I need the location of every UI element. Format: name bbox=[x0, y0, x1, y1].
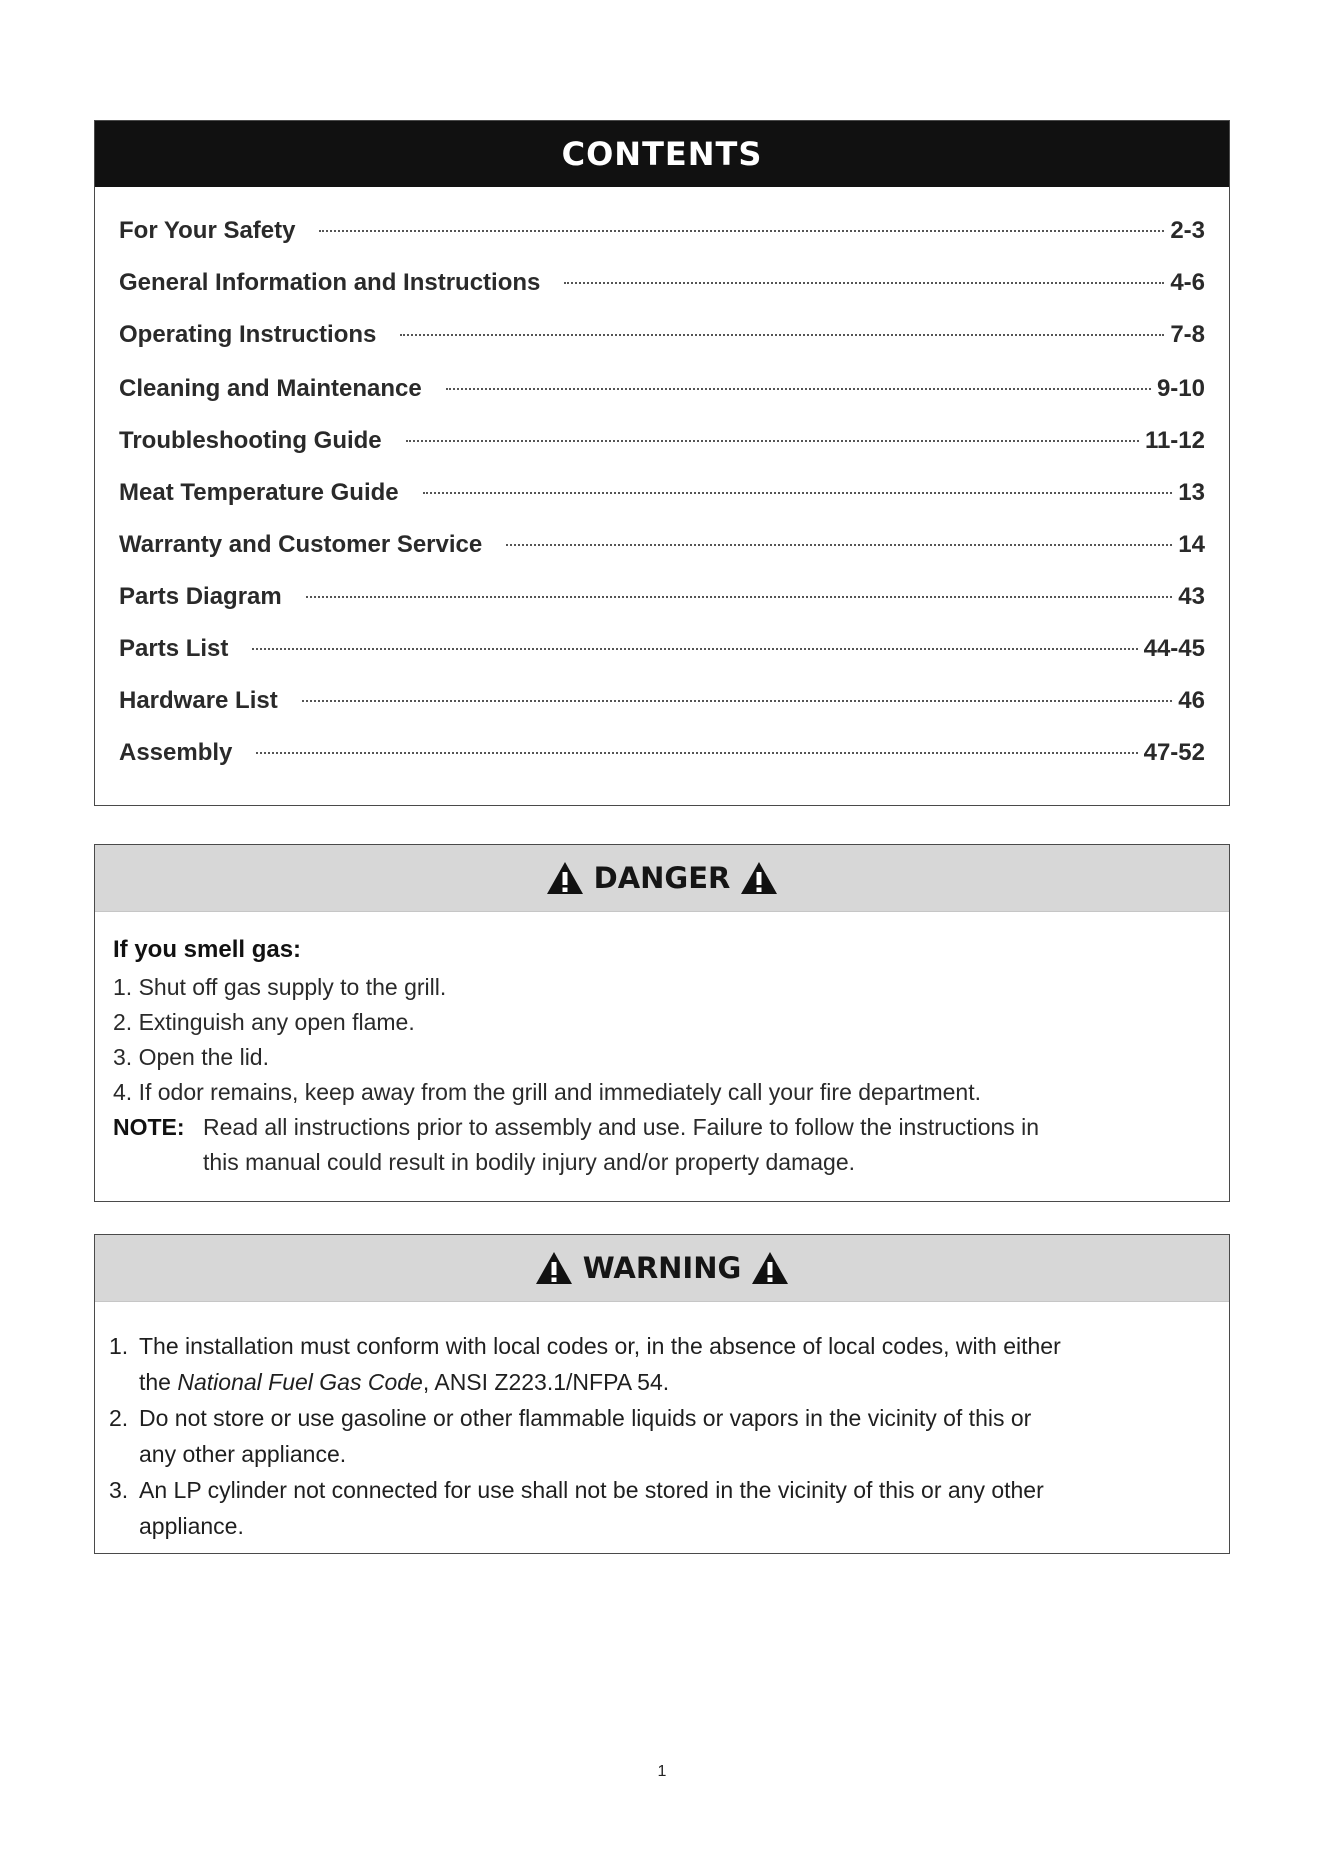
toc-entry-pages: 11-12 bbox=[1144, 427, 1205, 454]
danger-steps bbox=[113, 970, 1209, 1110]
dot-leader bbox=[446, 388, 1151, 390]
warning-item-number: 3. bbox=[109, 1477, 129, 1503]
code-name-italic: National Fuel Gas Code bbox=[177, 1369, 423, 1395]
note-label: NOTE: bbox=[113, 1114, 185, 1140]
danger-heading: If you smell gas: bbox=[113, 936, 302, 963]
warning-item-line-prefix: the bbox=[139, 1369, 178, 1395]
contents-box bbox=[94, 120, 1230, 806]
toc-entry bbox=[119, 321, 1205, 357]
contents-header bbox=[95, 121, 1229, 187]
warning-item-text bbox=[139, 1472, 1215, 1544]
dot-leader bbox=[252, 648, 1137, 650]
dot-leader bbox=[319, 230, 1164, 232]
warning-item-number: 2. bbox=[109, 1405, 129, 1431]
toc-entry-title: Cleaning and Maintenance bbox=[119, 375, 422, 402]
note-text: Read all instructions prior to assembly and use. Failure to follow the instructions in bbox=[203, 1114, 1040, 1140]
warning-item-line: appliance. bbox=[139, 1513, 244, 1539]
toc-entry bbox=[119, 687, 1205, 723]
toc-entry bbox=[119, 269, 1205, 305]
warning-header bbox=[95, 1235, 1229, 1302]
warning-item bbox=[109, 1472, 1215, 1544]
warning-item-text bbox=[139, 1328, 1215, 1400]
warning-item-line-suffix: , ANSI Z223.1/NFPA 54. bbox=[422, 1369, 670, 1395]
toc-entry-pages: 7-8 bbox=[1170, 321, 1205, 348]
toc-entry-title: For Your Safety bbox=[119, 217, 296, 244]
warning-item-line: The installation must conform with local codes or, in the absence of local codes, with either bbox=[139, 1333, 1061, 1359]
danger-title: DANGER bbox=[593, 861, 731, 895]
toc-entry-pages: 2-3 bbox=[1170, 217, 1205, 244]
toc-entry bbox=[119, 583, 1205, 619]
dot-leader bbox=[400, 334, 1164, 336]
dot-leader bbox=[306, 596, 1173, 598]
dot-leader bbox=[406, 440, 1139, 442]
toc-entry-pages: 14 bbox=[1178, 531, 1205, 558]
dot-leader bbox=[302, 700, 1173, 702]
warning-item-number: 1. bbox=[109, 1333, 129, 1359]
warning-title: WARNING bbox=[582, 1251, 742, 1285]
warning-box bbox=[94, 1234, 1230, 1554]
warning-triangle-icon bbox=[751, 1251, 789, 1285]
toc-entry-title: Hardware List bbox=[119, 687, 278, 714]
warning-body bbox=[95, 1302, 1229, 1544]
toc-entry-title: Warranty and Customer Service bbox=[119, 531, 483, 558]
warning-triangle-icon bbox=[546, 861, 584, 895]
danger-body bbox=[95, 912, 1229, 1180]
danger-step: 2. Extinguish any open flame. bbox=[113, 1009, 415, 1035]
dot-leader bbox=[423, 492, 1173, 494]
danger-box bbox=[94, 844, 1230, 1202]
toc-entry bbox=[119, 375, 1205, 411]
toc-entry-title: Parts Diagram bbox=[119, 583, 282, 610]
toc-entry bbox=[119, 635, 1205, 671]
warning-item-line: any other appliance. bbox=[139, 1441, 347, 1467]
warning-item-text bbox=[139, 1400, 1215, 1472]
warning-item-line: Do not store or use gasoline or other flammable liquids or vapors in the vicinity of this or bbox=[139, 1405, 1032, 1431]
toc-entry bbox=[119, 531, 1205, 567]
danger-step: 1. Shut off gas supply to the grill. bbox=[113, 974, 447, 1000]
toc-entry bbox=[119, 479, 1205, 515]
note-text-continued: this manual could result in bodily injury and/or property damage. bbox=[203, 1149, 856, 1175]
toc-entry-title: Meat Temperature Guide bbox=[119, 479, 399, 506]
toc-entry-pages: 43 bbox=[1178, 583, 1205, 610]
toc-entry-pages: 47-52 bbox=[1143, 739, 1205, 766]
danger-header bbox=[95, 845, 1229, 912]
toc-entry-title: Parts List bbox=[119, 635, 229, 662]
dot-leader bbox=[256, 752, 1137, 754]
toc-entry-pages: 4-6 bbox=[1170, 269, 1205, 296]
toc-entry-title: Operating Instructions bbox=[119, 321, 377, 348]
toc-entry-pages: 13 bbox=[1178, 479, 1205, 506]
toc-entry-title: Troubleshooting Guide bbox=[119, 427, 382, 454]
toc-entry-title: Assembly bbox=[119, 739, 233, 766]
warning-triangle-icon bbox=[740, 861, 778, 895]
toc-entry bbox=[119, 427, 1205, 463]
toc-entry-pages: 46 bbox=[1178, 687, 1205, 714]
dot-leader bbox=[506, 544, 1172, 546]
page-number: 1 bbox=[657, 1763, 667, 1780]
warning-triangle-icon bbox=[535, 1251, 573, 1285]
toc-entry-pages: 44-45 bbox=[1143, 635, 1205, 662]
contents-title: CONTENTS bbox=[561, 135, 763, 173]
warning-item bbox=[109, 1400, 1215, 1472]
warning-item-line: An LP cylinder not connected for use shall not be stored in the vicinity of this or any other bbox=[139, 1477, 1044, 1503]
warning-items bbox=[109, 1328, 1215, 1544]
dot-leader bbox=[564, 282, 1164, 284]
toc-entry bbox=[119, 217, 1205, 253]
warning-item bbox=[109, 1328, 1215, 1400]
toc-entry-title: General Information and Instructions bbox=[119, 269, 541, 296]
danger-step: 4. If odor remains, keep away from the grill and immediately call your fire department. bbox=[113, 1079, 981, 1105]
danger-step: 3. Open the lid. bbox=[113, 1044, 269, 1070]
danger-note bbox=[113, 1110, 1209, 1145]
toc-entry bbox=[119, 739, 1205, 775]
toc-entry-pages: 9-10 bbox=[1156, 375, 1205, 402]
